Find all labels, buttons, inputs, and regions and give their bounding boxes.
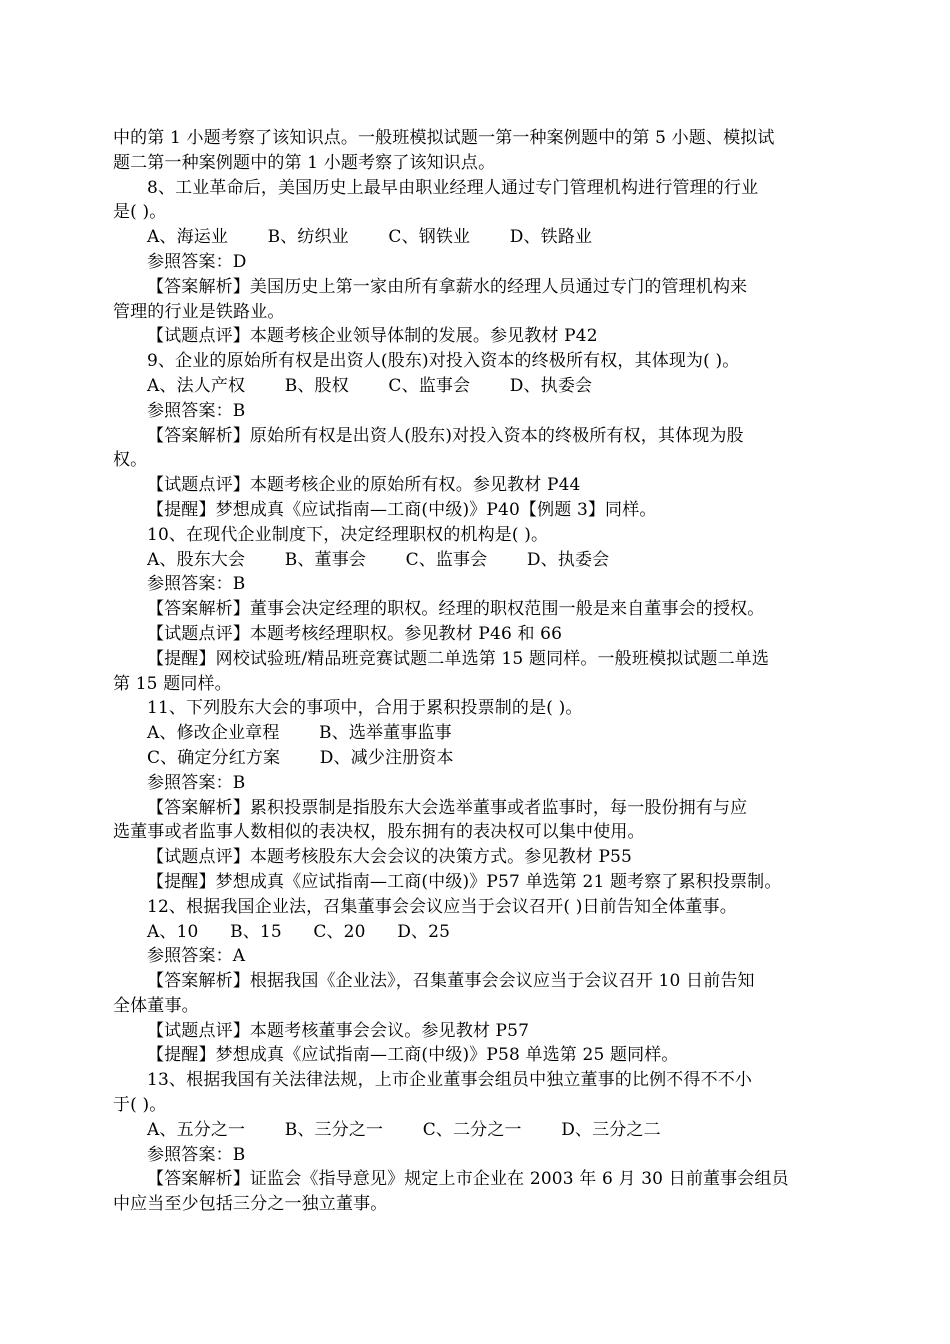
- question-9-options: [113, 374, 838, 399]
- question-12: 12、根据我国企业法，召集董事会会议应当于会议召开( )日前告知全体董事。: [147, 896, 737, 917]
- question-10-options: [113, 548, 838, 573]
- option-b: B、股权: [284, 375, 349, 396]
- text-line: 中的第 1 小题考察了该知识点。一般班模拟试题一第一种案例题中的第 5 小题、模拟试: [113, 128, 775, 148]
- option-b: B、纺织业: [267, 227, 349, 248]
- question-11: 11、下列股东大会的事项中，合用于累积投票制的是( )。: [147, 698, 583, 719]
- explanation: 【答案解析】董事会决定经理的职权。经理的职权范围一般是来自董事会的授权。: [147, 599, 765, 620]
- comment: 【试题点评】本题考核股东大会会议的决策方式。参见教材 P55: [147, 847, 632, 868]
- option-a: A、法人产权: [147, 375, 246, 396]
- explanation: 【答案解析】累积投票制是指股东大会选举董事或者监事时，每一股份拥有与应: [147, 797, 748, 818]
- answer: 参照答案：B: [147, 772, 246, 793]
- option-a: A、修改企业章程: [147, 723, 280, 744]
- reminder: 【提醒】梦想成真《应试指南—工商(中级)》P40【例题 3】同样。: [147, 499, 657, 520]
- explanation: 【答案解析】证监会《指导意见》规定上市企业在 2003 年 6 月 30 日前董事会组员: [147, 1169, 789, 1190]
- explanation: 【答案解析】原始所有权是出资人(股东)对投入资本的终极所有权，其体现为股: [147, 425, 744, 446]
- option-c: C、监事会: [388, 375, 471, 396]
- option-d: D、25: [397, 921, 451, 942]
- option-c: C、监事会: [405, 549, 488, 570]
- answer: 参照答案：D: [147, 251, 247, 272]
- reminder: 【提醒】梦想成真《应试指南—工商(中级)》P58 单选第 25 题同样。: [147, 1045, 679, 1066]
- option-b: B、董事会: [284, 549, 366, 570]
- question-11-options-cd: [113, 746, 838, 771]
- answer: 参照答案：B: [147, 1144, 246, 1165]
- question-8-options: [113, 225, 838, 250]
- option-d: D、铁路业: [509, 227, 593, 248]
- question-13: 13、根据我国有关法律法规，上市企业董事会组员中独立董事的比例不得不不小: [147, 1070, 753, 1091]
- reminder-cont: 第 15 题同样。: [113, 673, 232, 694]
- question-13-cont: 于( )。: [113, 1095, 167, 1116]
- option-a: A、五分之一: [147, 1119, 246, 1140]
- option-c: C、二分之一: [422, 1119, 522, 1140]
- answer: 参照答案：A: [147, 946, 246, 967]
- option-a: A、股东大会: [147, 549, 246, 570]
- explanation-cont: 权。: [113, 450, 148, 471]
- option-d: D、执委会: [526, 549, 610, 570]
- answer: 参照答案：B: [147, 400, 246, 421]
- option-d: D、三分之二: [561, 1119, 661, 1140]
- option-d: D、执委会: [509, 375, 593, 396]
- comment: 【试题点评】本题考核经理职权。参见教材 P46 和 66: [147, 623, 563, 644]
- question-8-cont: 是( )。: [113, 202, 167, 223]
- question-8: 8、工业革命后，美国历史上最早由职业经理人通过专门管理机构进行管理的行业: [147, 177, 759, 198]
- question-11-options-ab: [113, 721, 838, 746]
- option-c: C、钢铁业: [388, 227, 471, 248]
- comment: 【试题点评】本题考核企业的原始所有权。参见教材 P44: [147, 475, 581, 496]
- option-b: B、选举董事监事: [319, 723, 452, 744]
- question-9: 9、企业的原始所有权是出资人(股东)对投入资本的终极所有权，其体现为( )。: [147, 351, 740, 372]
- option-d: D、减少注册资本: [319, 747, 454, 768]
- option-a: A、10: [147, 921, 199, 942]
- question-10: 10、在现代企业制度下，决定经理职权的机构是( )。: [147, 524, 549, 545]
- reminder: 【提醒】梦想成真《应试指南—工商(中级)》P57 单选第 21 题考察了累积投票制。: [147, 871, 782, 892]
- option-c: C、20: [313, 921, 366, 942]
- reminder: 【提醒】网校试验班/精品班竞赛试题二单选第 15 题同样。一般班模拟试题二单选: [147, 648, 770, 669]
- option-c: C、确定分红方案: [147, 747, 281, 768]
- text-line: 题二第一种案例题中的第 1 小题考察了该知识点。: [113, 152, 496, 173]
- option-b: B、三分之一: [284, 1119, 384, 1140]
- explanation: 【答案解析】根据我国《企业法》，召集董事会会议应当于会议召开 10 日前告知: [147, 971, 755, 992]
- comment: 【试题点评】本题考核董事会会议。参见教材 P57: [147, 1020, 530, 1041]
- comment: 【试题点评】本题考核企业领导体制的发展。参见教材 P42: [147, 326, 598, 347]
- option-a: A、海运业: [147, 227, 229, 248]
- explanation: 【答案解析】美国历史上第一家由所有拿薪水的经理人员通过专门的管理机构来: [147, 276, 748, 297]
- explanation-cont: 中应当至少包括三分之一独立董事。: [113, 1194, 388, 1215]
- explanation-cont: 管理的行业是铁路业。: [113, 301, 285, 322]
- option-b: B、15: [230, 921, 282, 942]
- question-12-options: [113, 920, 838, 945]
- question-13-options: [113, 1118, 838, 1143]
- answer: 参照答案：B: [147, 574, 246, 595]
- explanation-cont: 全体董事。: [113, 995, 199, 1016]
- explanation-cont: 选董事或者监事人数相似的表决权，股东拥有的表决权可以集中使用。: [113, 822, 645, 843]
